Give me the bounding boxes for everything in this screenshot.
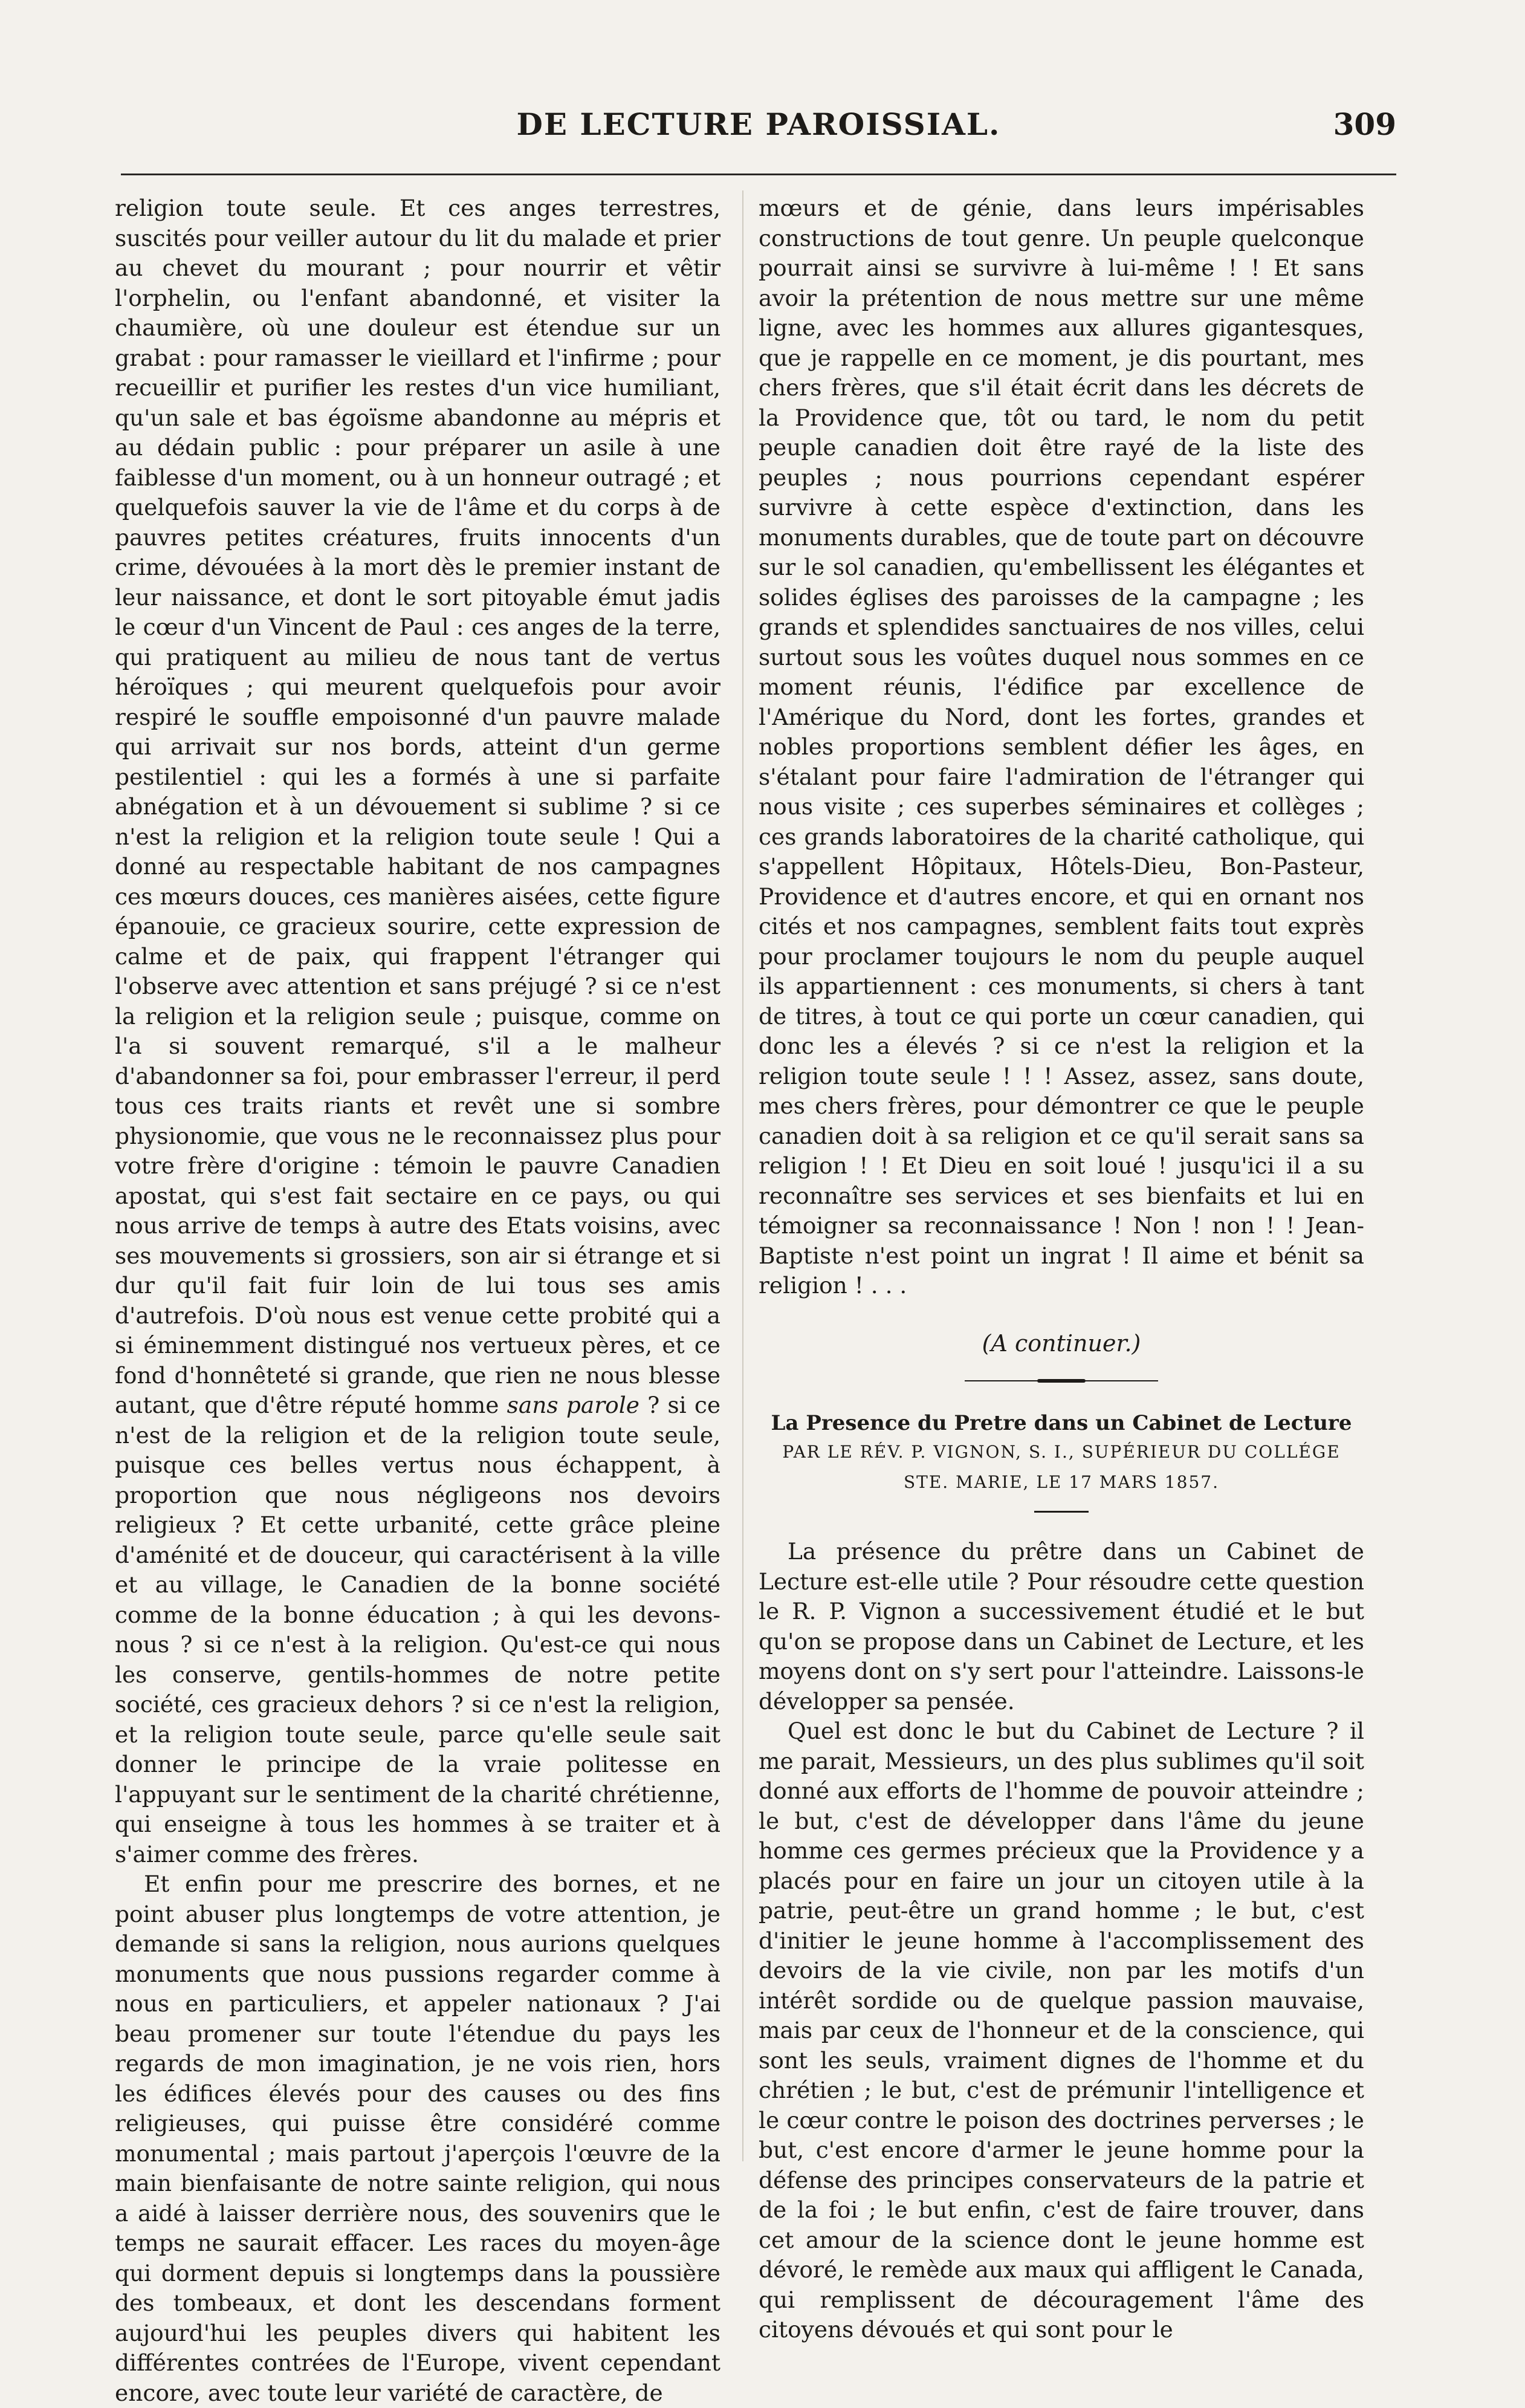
right-paragraph-3: Quel est donc le but du Cabinet de Lecture ? il me parait, Messieurs, un des plus sublimes qu'il soit donné aux efforts de l'homme de pouvoir atteindre ; le but, c'est de développer dans l'âme du jeune homme ces germes précieux que la Providence y a placés pour en faire un jour un citoyen utile à la patrie, peut-être un grand homme ; le but, c'est d'initier le jeune homme à l'accomplissement des devoirs de la vie civile, non par les motifs d'un intérêt sordide ou de quelque passion mauvaise, mais par ceux de l'honneur et de la conscience, qui sont les seuls, vraiment dignes de l'homme et du chrétien ; le but, c'est de prémunir l'intelligence et le cœur contre le poison des doctrines perverses ; le but, c'est encore d'armer le jeune homme pour la défense des principes conservateurs de la patrie et de la foi ; le but enfin, c'est de faire trouver, dans cet amour de la science dont le jeune homme est dévoré, le remède aux maux qui affligent le Canada, qui remplissent de découragement l'âme des citoyens dévoués et qui sont pour le <box>759 1718 1364 2343</box>
left-paragraph-1 <box>115 193 720 1869</box>
article-rule <box>1034 1511 1089 1513</box>
ornamental-rule <box>965 1379 1158 1383</box>
continuation-note: (A continuer.) <box>982 1329 1141 1357</box>
column-divider <box>742 190 743 2161</box>
left-column <box>115 193 720 2408</box>
article-byline-1: PAR LE RÉV. P. VIGNON, S. I., SUPÉRIEUR DU COLLÉGE <box>782 1442 1341 1462</box>
left-paragraph-2: Et enfin pour me prescrire des bornes, et ne point abuser plus longtemps de votre attention, je demande si sans la religion, nous aurions quelques monuments que nous pussions regarder comme à nous en particuliers, et appeler nationaux ? J'ai beau promener sur toute l'étendue du pays les regards de mon imagination, je ne vois rien, hors les édifices élevés pour des causes ou des fins religieuses, qui puisse être considéré comme monumental ; mais partout j'aperçois l'œuvre de la main bienfaisante de notre sainte religion, qui nous a aidé à laisser derrière nous, des souvenirs que le temps ne saurait effacer. Les races du moyen-âge qui dorment depuis si longtemps dans la poussière des tombeaux, et dont les descendans forment aujourd'hui les peuples divers qui habitent les différentes contrées de l'Europe, vivent cependant encore, avec toute leur variété de caractère, de <box>115 1871 720 2406</box>
left-paragraph-1-tail: ? si ce n'est de la religion et de la religion toute seule, puisque ces belles vertus nous échappent, à proportion que nous négligeons nos devoirs religieux ? Et cette urbanité, cette grâce pleine d'aménité et de douceur, qui caractérisent à la ville et au village, le Canadien de la bonne société comme de la bonne éducation ; à qui les devons-nous ? si ce n'est à la religion. Qu'est-ce qui nous les conserve, gentils-hommes de notre petite société, ces gracieux dehors ? si ce n'est la religion, et la religion toute seule, parce qu'elle seule sait donner le principe de la vraie politesse en l'appuyant sur le sentiment de la charité chrétienne, qui enseigne à tous les hommes à se traiter et à s'aimer comme des frères. <box>115 1392 721 1868</box>
right-paragraph-2: La présence du prêtre dans un Cabinet de Lecture est-elle utile ? Pour résoudre cette question le R. P. Vignon a successivement étudié et le but qu'on se propose dans un Cabinet de Lecture, et les moyens dont on s'y sert pour l'atteindre. Laissons-le développer sa pensée. <box>759 1538 1364 1715</box>
page-number: 309 <box>1333 106 1396 142</box>
italic-phrase: sans parole <box>507 1392 639 1418</box>
article-title: La Presence du Pretre dans un Cabinet de Lecture <box>771 1411 1352 1435</box>
running-title: DE LECTURE PAROISSIAL. <box>516 106 1001 142</box>
running-head <box>121 100 1396 155</box>
left-paragraph-1-text: religion toute seule. Et ces anges terrestres, suscités pour veiller autour du lit du malade et prier au chevet du mourant ; pour nourrir et vêtir l'orphelin, ou l'enfant abandonné, et visiter la chaumière, où une douleur est étendue sur un grabat : pour ramasser le vieillard et l'infirme ; pour recueillir et purifier les restes d'un vice humiliant, qu'un sale et bas égoïsme abandonne au mépris et au dédain public : pour préparer un asile à une faiblesse d'un moment, ou à un honneur outragé ; et quelquefois sauver la vie de l'âme et du corps à de pauvres petites créatures, fruits innocents d'un crime, dévouées à la mort dès le premier instant de leur naissance, et dont le sort pitoyable émut jadis le cœur d'un Vincent de Paul : ces anges de la terre, qui pratiquent au milieu de nous tant de vertus héroïques ; qui meurent quelquefois pour avoir respiré le souffle empoisonné d'un pauvre malade qui arrivait sur nos bords, atteint d'un germe pestilentiel : qui les a formés à une si parfaite abnégation et à un dévouement si sublime ? si ce n'est la religion et la religion toute seule ! Qui a donné au respectable habitant de nos campagnes ces mœurs douces, ces manières aisées, cette figure épanouie, ce gracieux sourire, cette expression de calme et de paix, qui frappent l'étranger qui l'observe avec attention et sans préjugé ? si ce n'est la religion et la religion seule ; puisque, comme on l'a si souvent remarqué, s'il a le malheur d'abandonner sa foi, pour embrasser l'erreur, il perd tous ces traits riants et revêt une si sombre physionomie, que vous ne le reconnaissez plus pour votre frère d'origine : témoin le pauvre Canadien apostat, qui s'est fait sectaire en ce pays, ou qui nous arrive de temps à autre des Etats voisins, avec ses mouvements si grossiers, son air si étrange et si dur qu'il fait fuir loin de lui tous ses amis d'autrefois. D'où nous est venue cette probité qui a si éminemment distingué nos vertueux pères, et ce fond d'honnêteté si grande, que rien ne nous blesse autant, que d'être réputé homme <box>115 195 720 1418</box>
right-column <box>759 193 1364 2345</box>
article-byline-2: STE. MARIE, LE 17 MARS 1857. <box>903 1472 1220 1492</box>
right-paragraph-1: mœurs et de génie, dans leurs impérisables constructions de tout genre. Un peuple quelconque pourrait ainsi se survivre à lui-même ! ! Et sans avoir la prétention de nous mettre sur une même ligne, avec les hommes aux allures gigantesques, que je rappelle en ce moment, je dis pourtant, mes chers frères, que s'il était écrit dans les décrets de la Providence que, tôt ou tard, le nom du petit peuple canadien doit être rayé de la liste des peuples ; nous pourrions cependant espérer survivre à cette espèce d'extinction, dans les monuments durables, que de toute part on découvre sur le sol canadien, qu'embellissent les élégantes et solides églises des paroisses de la campagne ; les grands et splendides sanctuaires de nos villes, celui surtout sous les voûtes duquel nous sommes en ce moment réunis, l'édifice par excellence de l'Amérique du Nord, dont les fortes, grandes et nobles proportions semblent défier les âges, en s'étalant pour faire l'admiration de l'étranger qui nous visite ; ces superbes séminaires et collèges ; ces grands laboratoires de la charité catholique, qui s'appellent Hôpitaux, Hôtels-Dieu, Bon-Pasteur, Providence et d'autres encore, et qui en ornant nos cités et nos campagnes, semblent faits tout exprès pour proclamer toujours le nom du peuple auquel ils appartiennent : ces monuments, si chers à tant de titres, à tout ce qui porte un cœur canadien, qui donc les a élevés ? si ce n'est la religion et la religion toute seule ! ! ! Assez, assez, sans doute, mes chers frères, pour démontrer ce que le peuple canadien doit à sa religion et ce qu'il serait sans sa religion ! ! Et Dieu en soit loué ! jusqu'ici il a su reconnaître ses services et ses bienfaits et lui en témoigner sa reconnaissance ! Non ! non ! ! Jean-Baptiste n'est point un ingrat ! Il aime et bénit sa religion ! . . . <box>759 195 1364 1299</box>
header-rule <box>121 174 1396 175</box>
